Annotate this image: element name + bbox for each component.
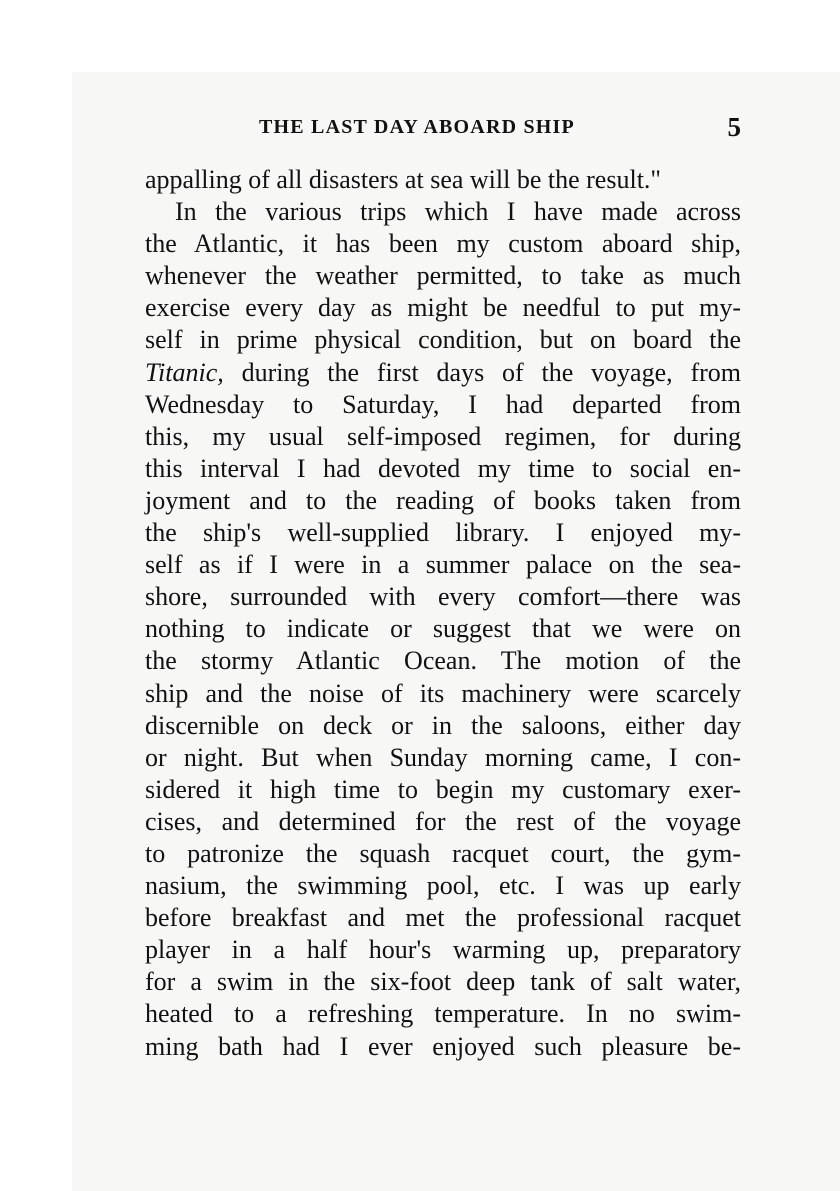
text-line: to patronize the squash racquet court, the gym-: [145, 838, 741, 868]
text-line: shore, surrounded with every comfort—there was: [145, 582, 741, 612]
text-line: discernible on deck or in the saloons, either day: [145, 710, 741, 740]
text-line: exercise every day as might be needful to put my-: [145, 293, 741, 323]
text-line: the ship's well-supplied library. I enjoyed my-: [145, 518, 741, 548]
text-line: cises, and determined for the rest of the voyage: [145, 806, 741, 836]
text-line: ship and the noise of its machinery were scarcely: [145, 678, 741, 708]
text-line: Wednesday to Saturday, I had departed from: [145, 389, 741, 419]
text-line: or night. But when Sunday morning came, I con-: [145, 742, 741, 772]
text-line: whenever the weather permitted, to take as much: [145, 261, 741, 291]
text-line: nothing to indicate or suggest that we were on: [145, 614, 741, 644]
text-line: joyment and to the reading of books taken from: [145, 485, 741, 515]
body-text: [145, 164, 741, 1063]
text-line: self as if I were in a summer palace on the sea-: [145, 550, 741, 580]
text-line-titanic: [145, 357, 741, 389]
text-line: In the various trips which I have made across: [175, 197, 741, 227]
text-line: heated to a refreshing temperature. In no swim-: [145, 999, 741, 1029]
text-line: this, my usual self-imposed regimen, for during: [145, 421, 741, 451]
text-line: self in prime physical condition, but on board the: [145, 325, 741, 355]
text-line: the Atlantic, it has been my custom aboard ship,: [145, 229, 741, 259]
page-header: [145, 114, 741, 144]
text-line: appalling of all disasters at sea will be the result.": [145, 165, 662, 194]
text-line: ming bath had I ever enjoyed such pleasure be-: [145, 1031, 741, 1061]
page-number: 5: [727, 112, 741, 142]
text-line: sidered it high time to begin my customary exer-: [145, 774, 741, 804]
text-line: player in a half hour's warming up, preparatory: [145, 935, 741, 965]
text-line: before breakfast and met the professional racquet: [145, 903, 741, 933]
text-line: for a swim in the six-foot deep tank of salt water,: [145, 967, 741, 997]
text-line: the stormy Atlantic Ocean. The motion of the: [145, 646, 741, 676]
ship-name: Titanic,: [145, 357, 224, 387]
text-line: nasium, the swimming pool, etc. I was up early: [145, 871, 741, 901]
text-line-rest: during the first days of the voyage, from: [223, 357, 741, 387]
text-line: this interval I had devoted my time to social en-: [145, 453, 741, 483]
running-title: THE LAST DAY ABOARD SHIP: [259, 116, 575, 138]
